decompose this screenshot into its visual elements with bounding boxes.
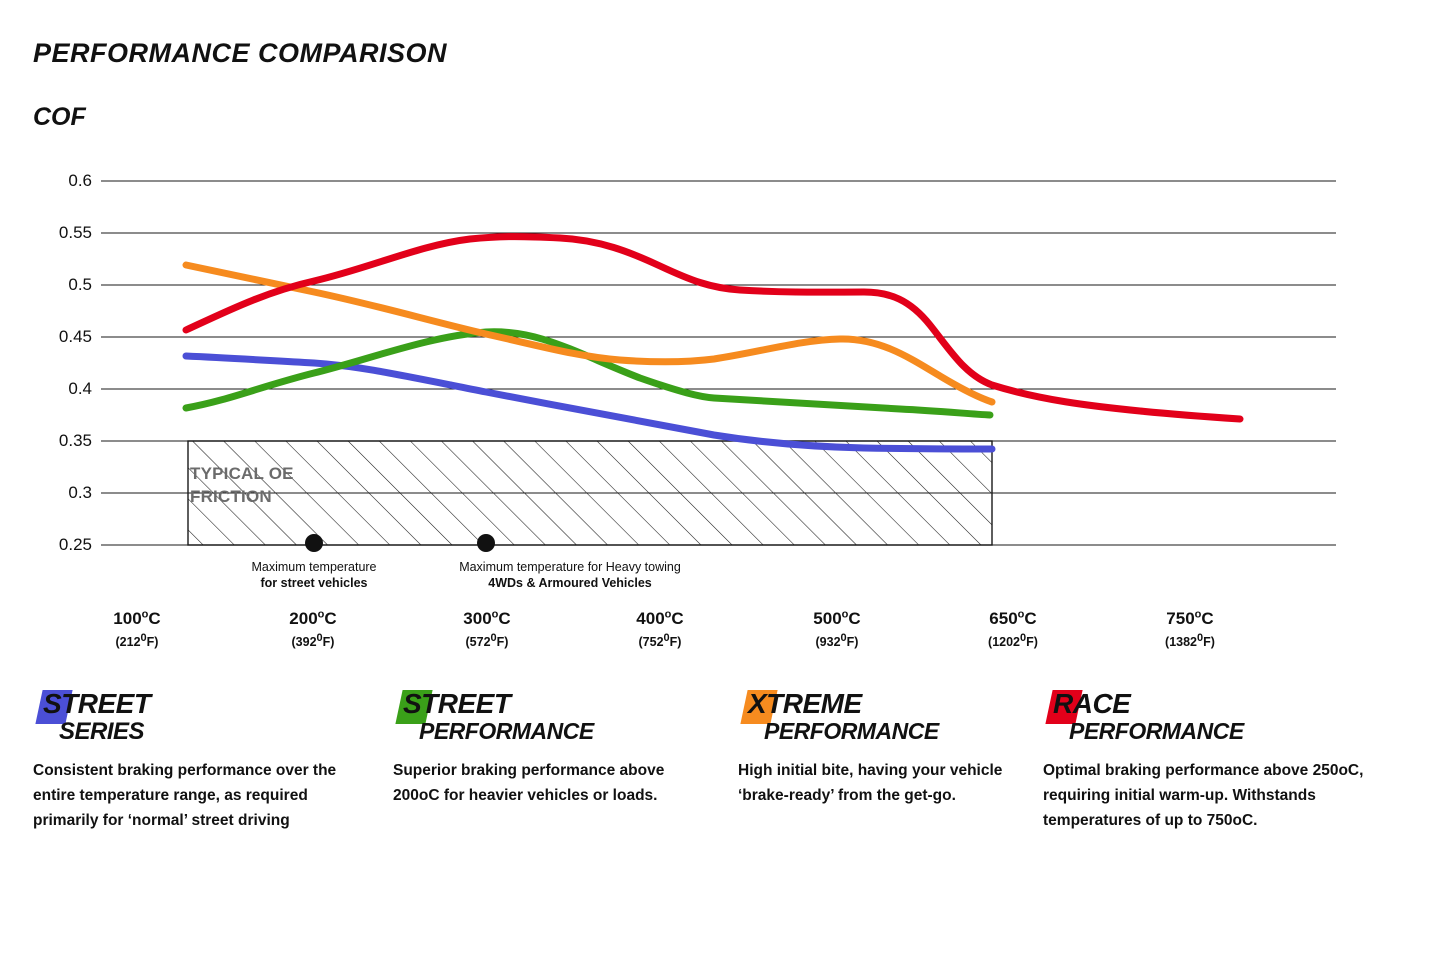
- annotation-heavy-towing-line2: 4WDs & Armoured Vehicles: [488, 575, 652, 590]
- annotation-street-vehicles-line2: for street vehicles: [260, 575, 368, 590]
- x-tick-750c-celsius: 750$^o$C: [1166, 608, 1214, 628]
- y-tick-6: 0.3: [68, 483, 92, 502]
- product-description-race-performance: Optimal braking performance above 250oC, requiring initial warm-up. Withstands temperatures of up to 750oC.: [1043, 762, 1364, 830]
- logo-word2-street-performance: PERFORMANCE: [419, 718, 594, 744]
- x-tick-200c-celsius: 200$^o$C: [289, 608, 337, 628]
- annotation-dot-200c: [305, 534, 323, 552]
- product-card-street-series: [33, 688, 393, 833]
- typical-oe-friction-label: [190, 463, 294, 509]
- logo-xtreme-performance: [738, 688, 1015, 750]
- x-tick-650c-fahrenheit: (12020F): [988, 631, 1038, 649]
- product-description-street-series: Consistent braking performance over the entire temperature range, as required primarily for ‘normal’ street driving: [33, 762, 337, 830]
- x-tick-400c-fahrenheit: (7520F): [638, 631, 682, 649]
- y-tick-5: 0.35: [58, 431, 92, 450]
- x-tick-500c: [772, 608, 902, 649]
- y-tick-1: 0.55: [58, 223, 92, 242]
- annotation-street-vehicles: [222, 560, 406, 591]
- logo-word2-race-performance: PERFORMANCE: [1069, 718, 1244, 744]
- annotation-dot-300c: [477, 534, 495, 552]
- logo-street-performance: [393, 688, 710, 750]
- x-tick-400c: [595, 608, 725, 649]
- x-tick-300c-celsius: 300$^o$C: [463, 608, 511, 628]
- annotation-heavy-towing-line1: Maximum temperature for Heavy towing: [459, 560, 681, 574]
- x-tick-400c-celsius: 400$^o$C: [636, 608, 684, 628]
- x-tick-650c: [948, 608, 1078, 649]
- x-tick-100c-fahrenheit: (2120F): [115, 631, 159, 649]
- product-card-race-performance: [1043, 688, 1418, 833]
- y-tick-0: 0.6: [68, 171, 92, 190]
- series-line-race-performance: [186, 237, 1240, 419]
- product-description-xtreme-performance: High initial bite, having your vehicle ‘brake-ready’ from the get-go.: [738, 762, 1003, 805]
- logo-street-series: [33, 688, 365, 750]
- logo-race-performance: [1043, 688, 1390, 750]
- x-tick-300c: [422, 608, 552, 649]
- logo-word2-street-series: SERIES: [59, 718, 145, 745]
- x-tick-500c-fahrenheit: (9320F): [815, 631, 859, 649]
- logo-word1-race-performance: RACE: [1053, 688, 1131, 719]
- logo-word1-street-series: STREET: [43, 688, 151, 719]
- y-tick-7: 0.25: [58, 535, 92, 554]
- annotation-street-vehicles-line1: Maximum temperature: [251, 560, 377, 574]
- product-card-xtreme-performance: [738, 688, 1043, 833]
- y-tick-4: 0.4: [68, 379, 92, 398]
- x-tick-500c-celsius: 500$^o$C: [813, 608, 861, 628]
- logo-word2-xtreme-performance: PERFORMANCE: [764, 718, 939, 744]
- typical-oe-friction-label-line2: FRICTION: [190, 486, 272, 506]
- product-description-street-performance: Superior braking performance above 200oC for heavier vehicles or loads.: [393, 762, 665, 805]
- x-tick-750c: [1125, 608, 1255, 649]
- logo-word1-street-performance: STREET: [403, 688, 511, 719]
- y-axis-label: COF: [33, 103, 86, 131]
- x-tick-100c-celsius: 100$^o$C: [113, 608, 161, 628]
- x-tick-650c-celsius: 650$^o$C: [989, 608, 1037, 628]
- logo-word1-xtreme-performance: XTREME: [748, 688, 862, 719]
- annotation-heavy-towing: [420, 560, 720, 591]
- x-tick-100c: [72, 608, 202, 649]
- x-tick-750c-fahrenheit: (13820F): [1165, 631, 1215, 649]
- product-card-street-performance: [393, 688, 738, 833]
- series-line-street-series: [186, 356, 992, 449]
- product-legend: [33, 688, 1418, 833]
- x-tick-300c-fahrenheit: (5720F): [465, 631, 509, 649]
- page-title: PERFORMANCE COMPARISON: [33, 38, 448, 68]
- y-tick-3: 0.45: [58, 327, 92, 346]
- x-tick-200c: [248, 608, 378, 649]
- x-tick-200c-fahrenheit: (3920F): [291, 631, 335, 649]
- y-tick-2: 0.5: [68, 275, 92, 294]
- typical-oe-friction-label-line1: TYPICAL OE: [190, 464, 294, 483]
